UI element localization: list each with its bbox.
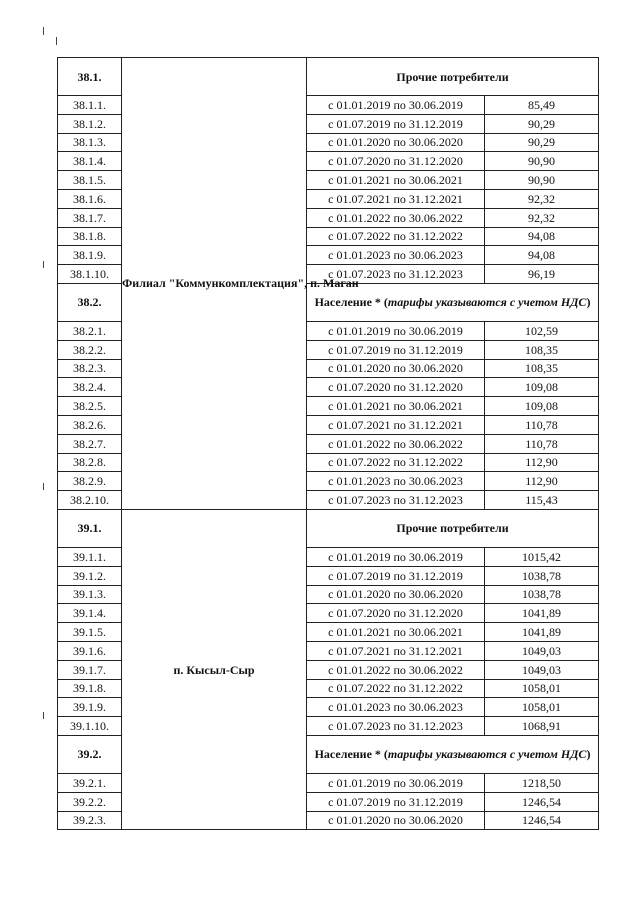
tariff-period: с 01.07.2019 по 31.12.2019 xyxy=(307,340,485,359)
tariff-period: с 01.01.2021 по 30.06.2021 xyxy=(307,623,485,642)
tariff-period: с 01.01.2022 по 30.06.2022 xyxy=(307,434,485,453)
row-number: 38.2.3. xyxy=(58,359,122,378)
tariff-period: с 01.01.2023 по 30.06.2023 xyxy=(307,246,485,265)
tariff-value: 94,08 xyxy=(485,227,599,246)
tariff-period: с 01.07.2022 по 31.12.2022 xyxy=(307,453,485,472)
tariff-period: с 01.01.2022 по 30.06.2022 xyxy=(307,208,485,227)
tariff-value: 94,08 xyxy=(485,246,599,265)
tariff-period: с 01.01.2021 по 30.06.2021 xyxy=(307,397,485,416)
tariff-period: с 01.01.2023 по 30.06.2023 xyxy=(307,698,485,717)
row-number: 39.1.3. xyxy=(58,585,122,604)
group-title-end: ) xyxy=(586,747,591,762)
tariff-value: 1058,01 xyxy=(485,698,599,717)
row-number: 38.1.3. xyxy=(58,133,122,152)
tariff-value: 1049,03 xyxy=(485,660,599,679)
group-title-text: Население * ( xyxy=(314,295,388,310)
tariff-value: 1058,01 xyxy=(485,679,599,698)
tariff-period: с 01.07.2019 по 31.12.2019 xyxy=(307,566,485,585)
row-number: 39.2.3. xyxy=(58,811,122,830)
tariff-period: с 01.07.2020 по 31.12.2020 xyxy=(307,378,485,397)
tariff-value: 109,08 xyxy=(485,397,599,416)
location-name: п. Кысыл-Сыр xyxy=(122,509,307,829)
row-number: 38.1.8. xyxy=(58,227,122,246)
row-number: 38.2.7. xyxy=(58,434,122,453)
row-number: 38.1.2. xyxy=(58,114,122,133)
row-number: 39.1.8. xyxy=(58,679,122,698)
scan-mark xyxy=(43,27,44,35)
row-number: 39.1.5. xyxy=(58,623,122,642)
tariff-period: с 01.01.2020 по 30.06.2020 xyxy=(307,133,485,152)
tariff-value: 1218,50 xyxy=(485,773,599,792)
tariff-value: 115,43 xyxy=(485,491,599,510)
location-name: Филиал "Коммункомплектация", п. Маган xyxy=(122,58,307,510)
group-title-end: ) xyxy=(586,295,591,310)
tariff-value: 90,90 xyxy=(485,152,599,171)
tariff-value: 108,35 xyxy=(485,359,599,378)
tariff-value: 1041,89 xyxy=(485,623,599,642)
group-header-row xyxy=(58,58,599,96)
row-number: 38.1.10. xyxy=(58,265,122,284)
row-number: 39.2.2. xyxy=(58,792,122,811)
row-number: 38.2.2. xyxy=(58,340,122,359)
group-number: 38.1. xyxy=(58,58,122,96)
tariff-period: с 01.07.2023 по 31.12.2023 xyxy=(307,717,485,736)
tariff-value: 92,32 xyxy=(485,189,599,208)
row-number: 39.1.1. xyxy=(58,547,122,566)
row-number: 38.2.5. xyxy=(58,397,122,416)
group-title xyxy=(307,509,599,547)
group-title-text: Население * ( xyxy=(314,747,388,762)
tariff-value: 1246,54 xyxy=(485,792,599,811)
group-title-note: тарифы указываются с учетом НДС xyxy=(387,295,587,310)
group-number: 38.2. xyxy=(58,283,122,321)
group-title-text: Прочие потребители xyxy=(396,521,509,536)
group-number: 39.1. xyxy=(58,509,122,547)
tariff-value: 92,32 xyxy=(485,208,599,227)
row-number: 39.1.9. xyxy=(58,698,122,717)
tariff-period: с 01.01.2022 по 30.06.2022 xyxy=(307,660,485,679)
tariff-period: с 01.07.2019 по 31.12.2019 xyxy=(307,792,485,811)
tariff-value: 110,78 xyxy=(485,415,599,434)
row-number: 39.1.6. xyxy=(58,641,122,660)
tariff-period: с 01.07.2022 по 31.12.2022 xyxy=(307,679,485,698)
tariff-period: с 01.01.2021 по 30.06.2021 xyxy=(307,171,485,190)
group-number: 39.2. xyxy=(58,735,122,773)
tariff-period: с 01.07.2021 по 31.12.2021 xyxy=(307,415,485,434)
row-number: 38.2.10. xyxy=(58,491,122,510)
tariff-value: 108,35 xyxy=(485,340,599,359)
scan-mark xyxy=(43,483,44,490)
row-number: 38.1.9. xyxy=(58,246,122,265)
row-number: 39.2.1. xyxy=(58,773,122,792)
tariff-value: 1041,89 xyxy=(485,604,599,623)
group-title-note: тарифы указываются с учетом НДС xyxy=(387,747,587,762)
row-number: 39.1.7. xyxy=(58,660,122,679)
tariff-period: с 01.07.2023 по 31.12.2023 xyxy=(307,265,485,284)
tariff-period: с 01.07.2021 по 31.12.2021 xyxy=(307,189,485,208)
row-number: 38.1.5. xyxy=(58,171,122,190)
tariff-period: с 01.07.2023 по 31.12.2023 xyxy=(307,491,485,510)
tariff-period: с 01.07.2020 по 31.12.2020 xyxy=(307,152,485,171)
row-number: 38.1.6. xyxy=(58,189,122,208)
tariff-period: с 01.07.2022 по 31.12.2022 xyxy=(307,227,485,246)
tariff-value: 1015,42 xyxy=(485,547,599,566)
tariff-period: с 01.01.2019 по 30.06.2019 xyxy=(307,96,485,115)
row-number: 38.1.1. xyxy=(58,96,122,115)
scan-mark xyxy=(43,261,44,268)
group-title xyxy=(307,735,599,773)
tariff-value: 112,90 xyxy=(485,453,599,472)
scan-mark xyxy=(43,712,44,719)
tariff-period: с 01.01.2020 по 30.06.2020 xyxy=(307,585,485,604)
tariff-period: с 01.01.2020 по 30.06.2020 xyxy=(307,811,485,830)
tariff-value: 1038,78 xyxy=(485,566,599,585)
row-number: 39.1.10. xyxy=(58,717,122,736)
tariff-period: с 01.01.2019 по 30.06.2019 xyxy=(307,773,485,792)
tariff-period: с 01.07.2020 по 31.12.2020 xyxy=(307,604,485,623)
tariff-period: с 01.01.2019 по 30.06.2019 xyxy=(307,321,485,340)
tariff-table xyxy=(57,57,599,830)
tariff-value: 109,08 xyxy=(485,378,599,397)
tariff-value: 85,49 xyxy=(485,96,599,115)
tariff-period: с 01.07.2019 по 31.12.2019 xyxy=(307,114,485,133)
row-number: 38.2.8. xyxy=(58,453,122,472)
row-number: 38.2.4. xyxy=(58,378,122,397)
tariff-value: 1049,03 xyxy=(485,641,599,660)
tariff-value: 90,29 xyxy=(485,133,599,152)
row-number: 38.1.4. xyxy=(58,152,122,171)
tariff-period: с 01.07.2021 по 31.12.2021 xyxy=(307,641,485,660)
tariff-table-body xyxy=(58,58,599,830)
tariff-value: 1246,54 xyxy=(485,811,599,830)
row-number: 38.2.6. xyxy=(58,415,122,434)
tariff-value: 102,59 xyxy=(485,321,599,340)
tariff-period: с 01.01.2023 по 30.06.2023 xyxy=(307,472,485,491)
scan-mark xyxy=(56,37,57,45)
tariff-value: 1068,91 xyxy=(485,717,599,736)
tariff-value: 1038,78 xyxy=(485,585,599,604)
tariff-period: с 01.01.2019 по 30.06.2019 xyxy=(307,547,485,566)
row-number: 38.2.9. xyxy=(58,472,122,491)
row-number: 39.1.2. xyxy=(58,566,122,585)
tariff-value: 112,90 xyxy=(485,472,599,491)
tariff-value: 110,78 xyxy=(485,434,599,453)
row-number: 38.1.7. xyxy=(58,208,122,227)
tariff-period: с 01.01.2020 по 30.06.2020 xyxy=(307,359,485,378)
tariff-value: 90,90 xyxy=(485,171,599,190)
group-title xyxy=(307,58,599,96)
tariff-value: 96,19 xyxy=(485,265,599,284)
group-title-text: Прочие потребители xyxy=(396,69,509,84)
row-number: 39.1.4. xyxy=(58,604,122,623)
tariff-value: 90,29 xyxy=(485,114,599,133)
group-header-row xyxy=(58,509,599,547)
row-number: 38.2.1. xyxy=(58,321,122,340)
